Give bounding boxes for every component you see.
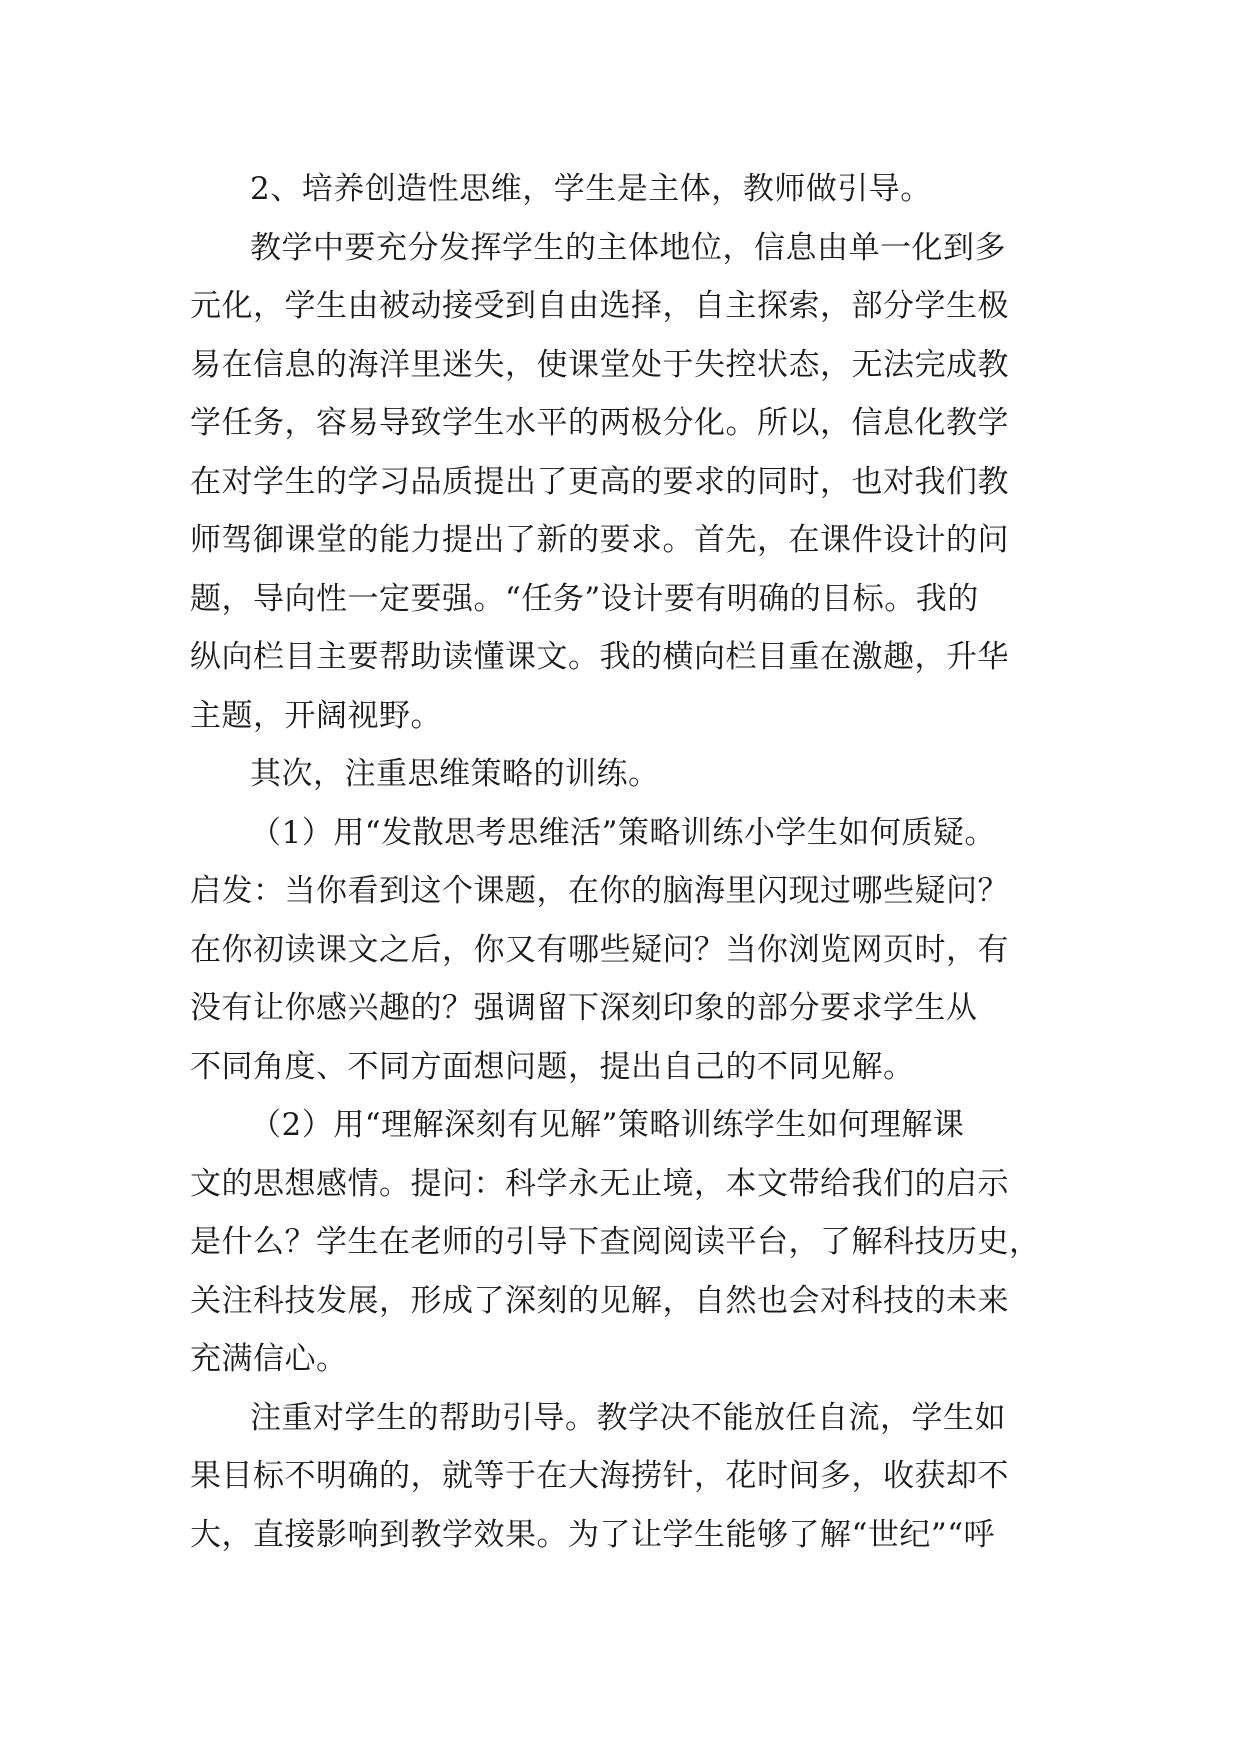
text-line-3: 元化，学生由被动接受到自由选择，自主探索，部分学生极 [190,288,1009,324]
text-line-24: 大，直接影响到教学效果。为了让学生能够了解“世纪”“呼 [190,1516,996,1553]
text-line-9: 纵向栏目主要帮助读懂课文。我的横向栏目重在激趣，升华 [190,639,1009,675]
text-line-12: （1）用“发散思考思维活”策略训练小学生如何质疑。 [250,814,996,851]
text-line-2: 教学中要充分发挥学生的主体地位，信息由单一化到多 [250,229,1006,266]
text-line-21: 充满信心。 [190,1341,348,1377]
text-line-11: 其次，注重思维策略的训练。 [250,756,660,792]
document-body [190,160,1050,1564]
text-line-14: 在你初读课文之后，你又有哪些疑问？当你浏览网页时，有 [190,931,1009,968]
text-line-13: 启发：当你看到这个课题，在你的脑海里闪现过哪些疑问？ [190,873,1009,909]
text-line-18: 文的思想感情。提问：科学永无止境，本文带给我们的启示 [190,1165,1009,1202]
text-line-8: 题，导向性一定要强。“任务”设计要有明确的目标。我的 [190,580,979,617]
text-line-22: 注重对学生的帮助引导。教学决不能放任自流，学生如 [250,1399,1006,1436]
text-line-20: 关注科技发展，形成了深刻的见解，自然也会对科技的未来 [190,1282,1009,1319]
text-line-1: 2、培养创造性思维，学生是主体，教师做引导。 [250,171,932,207]
text-line-5: 学任务，容易导致学生水平的两极分化。所以，信息化教学 [190,405,1009,441]
text-line-15: 没有让你感兴趣的？强调留下深刻印象的部分要求学生从 [190,990,978,1026]
text-line-16: 不同角度、不同方面想问题，提出自己的不同见解。 [190,1048,915,1085]
text-line-10: 主题，开阔视野。 [190,697,442,734]
text-line-17: （2）用“理解深刻有见解”策略训练学生如何理解课 [250,1107,965,1143]
text-line-19: 是什么？学生在老师的引导下查阅阅读平台，了解科技历史， [190,1224,1041,1260]
text-line-23: 果目标不明确的，就等于在大海捞针，花时间多，收获却不 [190,1458,1009,1494]
text-line-4: 易在信息的海洋里迷失，使课堂处于失控状态，无法完成教 [190,346,1009,383]
text-line-6: 在对学生的学习品质提出了更高的要求的同时，也对我们教 [190,463,1009,500]
text-line-7: 师驾御课堂的能力提出了新的要求。首先，在课件设计的问 [190,522,1009,558]
